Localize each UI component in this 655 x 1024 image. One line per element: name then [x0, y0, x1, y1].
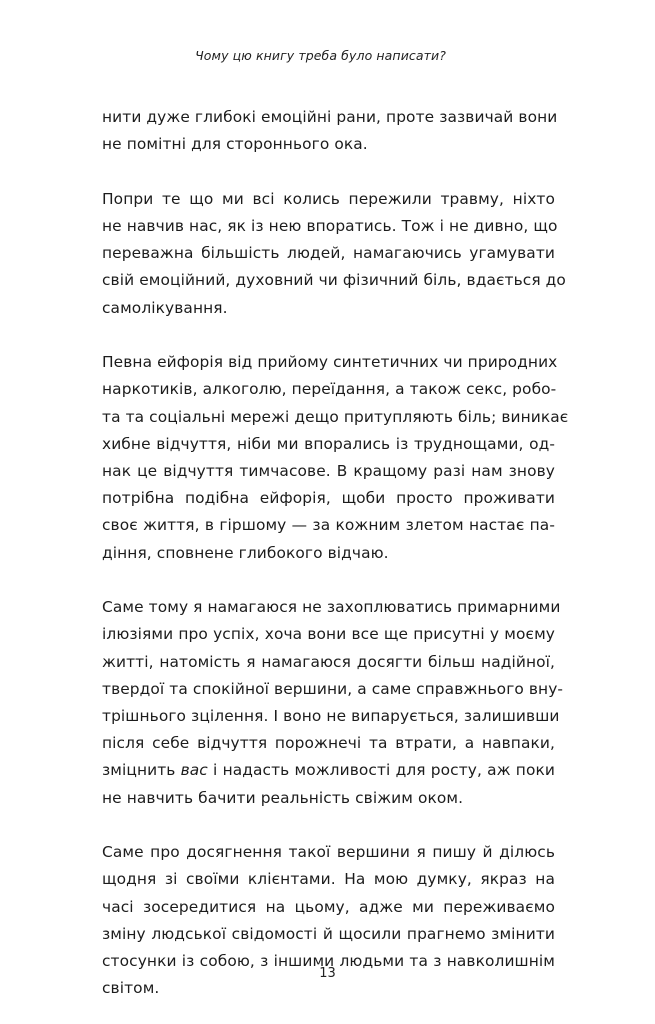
text-line: Саме тому я намагаюся не захоплюватись примарними — [102, 598, 561, 617]
paragraph-3 — [102, 349, 569, 567]
text-line: часі зосередитися на цьому, адже ми переживаємо — [102, 897, 555, 916]
text-line: нак це відчуття тимчасове. В кращому разі нам знову — [102, 462, 555, 481]
text-line: не помітні для стороннього ока. — [102, 135, 368, 154]
text-line: зміну людської свідомості й щосили прагнемо змінити — [102, 924, 555, 943]
text-line: не навчить бачити реальність свіжим оком. — [102, 788, 464, 807]
text-line: світом. — [102, 979, 160, 998]
body-text — [102, 104, 569, 1002]
paragraph-4 — [102, 594, 564, 812]
text-line: діння, сповнене глибокого відчаю. — [102, 543, 389, 562]
emphasized-word: вас — [180, 761, 208, 780]
text-line-with-emphasis — [102, 757, 555, 784]
text-line: не навчив нас, як із нею впоратись. Тож і не дивно, що — [102, 217, 558, 235]
text-line: Попри те що ми всі колись пережили травму, ніхто — [102, 189, 555, 208]
text-fragment: і надасть можливості для росту, аж поки — [207, 761, 555, 780]
text-line: твердої та спокійної вершини, а саме справжнього вну- — [102, 679, 564, 698]
text-line: переважна більшість людей, намагаючись угамувати — [102, 244, 555, 263]
text-line: наркотиків, алкоголю, переїдання, а також секс, робо- — [102, 380, 557, 399]
text-line: та та соціальні мережі дещо притупляють біль; виникає — [102, 407, 569, 426]
paragraph-2 — [102, 186, 566, 322]
running-header: Чому цю книгу треба було написати? — [195, 48, 446, 63]
text-line: після себе відчуття порожнечі та втрати, а навпаки, — [102, 734, 555, 753]
text-line: своє життя, в гіршому — за кожним злетом настає па- — [102, 516, 555, 535]
text-line: ілюзіями про успіх, хоча вони все ще присутні у моєму — [102, 625, 555, 644]
text-line: потрібна подібна ейфорія, щоби просто проживати — [102, 489, 555, 508]
text-line: Певна ейфорія від прийому синтетичних чи природних — [102, 353, 558, 372]
text-line: нити дуже глибокі емоційні рани, проте зазвичай вони — [102, 108, 558, 126]
text-line: хибне відчуття, ніби ми впорались із труднощами, од- — [102, 434, 555, 453]
text-line: трішнього зцілення. І воно не випарується, залишивши — [102, 707, 560, 726]
text-line: Саме про досягнення такої вершини я пишу й ділюсь — [102, 843, 555, 862]
page-number: 13 — [319, 966, 336, 981]
text-line: самолікування. — [102, 298, 228, 317]
text-line: щодня зі своїми клієнтами. На мою думку, якраз на — [102, 870, 555, 889]
text-fragment: зміцнить — [102, 761, 181, 780]
paragraph-1 — [102, 104, 558, 158]
text-line: свій емоційний, духовний чи фізичний біль, вдається до — [102, 271, 566, 290]
text-line: житті, натомість я намагаюся досягти більш надійної, — [102, 652, 555, 671]
text-line: стосунки із собою, з іншими людьми та з навколишнім — [102, 952, 555, 971]
